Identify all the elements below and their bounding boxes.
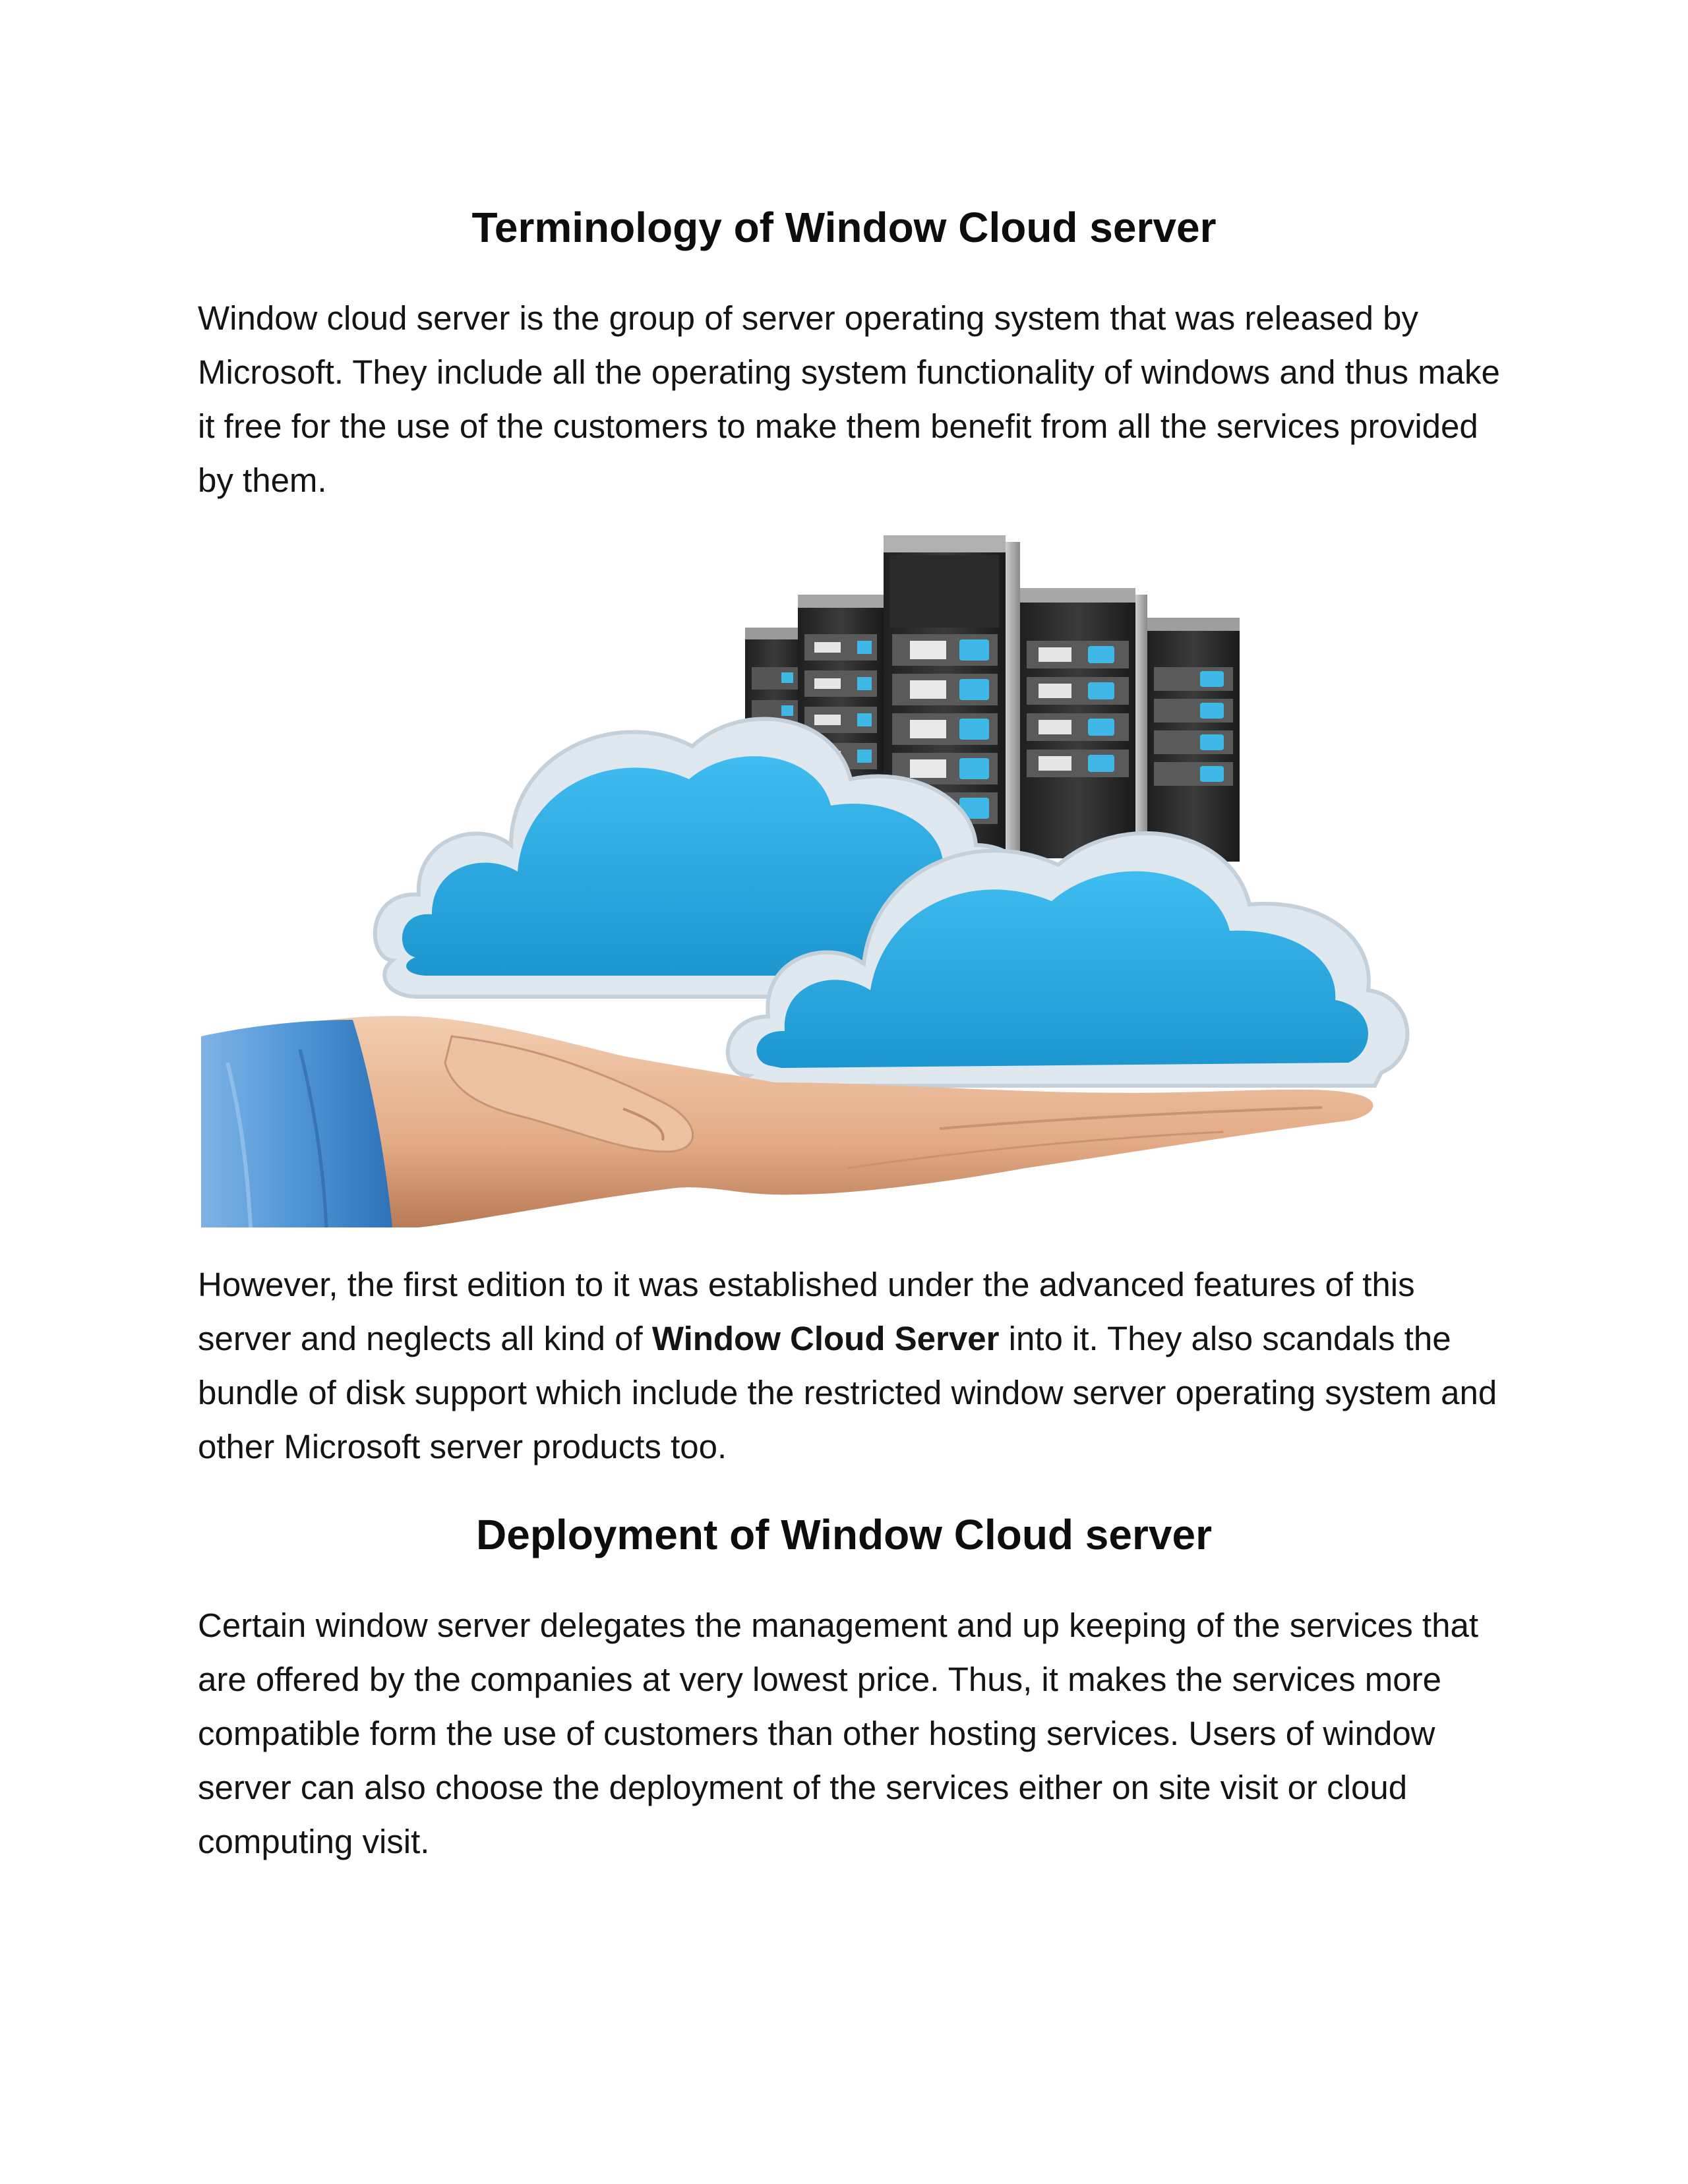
- server-tower-far-right: [1147, 618, 1240, 862]
- paragraph-first-edition-text-start: However, the first edition to it was established under the advanced features of this server and neglects all kind of: [198, 1266, 1415, 1357]
- cloud-servers-on-hand-illustration: [201, 535, 1477, 1227]
- paragraph-first-edition-bold-term: Window Cloud Server: [651, 1320, 1000, 1357]
- paragraph-first-edition: [198, 1258, 1503, 1474]
- server-tower-right: [1020, 588, 1147, 858]
- paragraph-first-edition-text-end: into it. They also scandals the bundle of disk support which include the restricted window server operating system and other Microsoft server products too.: [198, 1320, 1497, 1465]
- paragraph-terminology: Window cloud server is the group of server operating system that was released by Microsoft. They include all the operating system functionality of windows and thus make it free for the use of the customers to make them benefit from all the services provided by them.: [198, 299, 1500, 499]
- paragraph-deployment: Certain window server delegates the management and up keeping of the services that are offered by the companies at very lowest price. Thus, it makes the services more compatible form the use of customers than other hosting services. Users of window server can also choose the deployment of the services either on site visit or cloud computing visit.: [198, 1607, 1478, 1860]
- section-title-terminology: Terminology of Window Cloud server: [471, 204, 1217, 251]
- section-title-deployment: Deployment of Window Cloud server: [476, 1511, 1212, 1558]
